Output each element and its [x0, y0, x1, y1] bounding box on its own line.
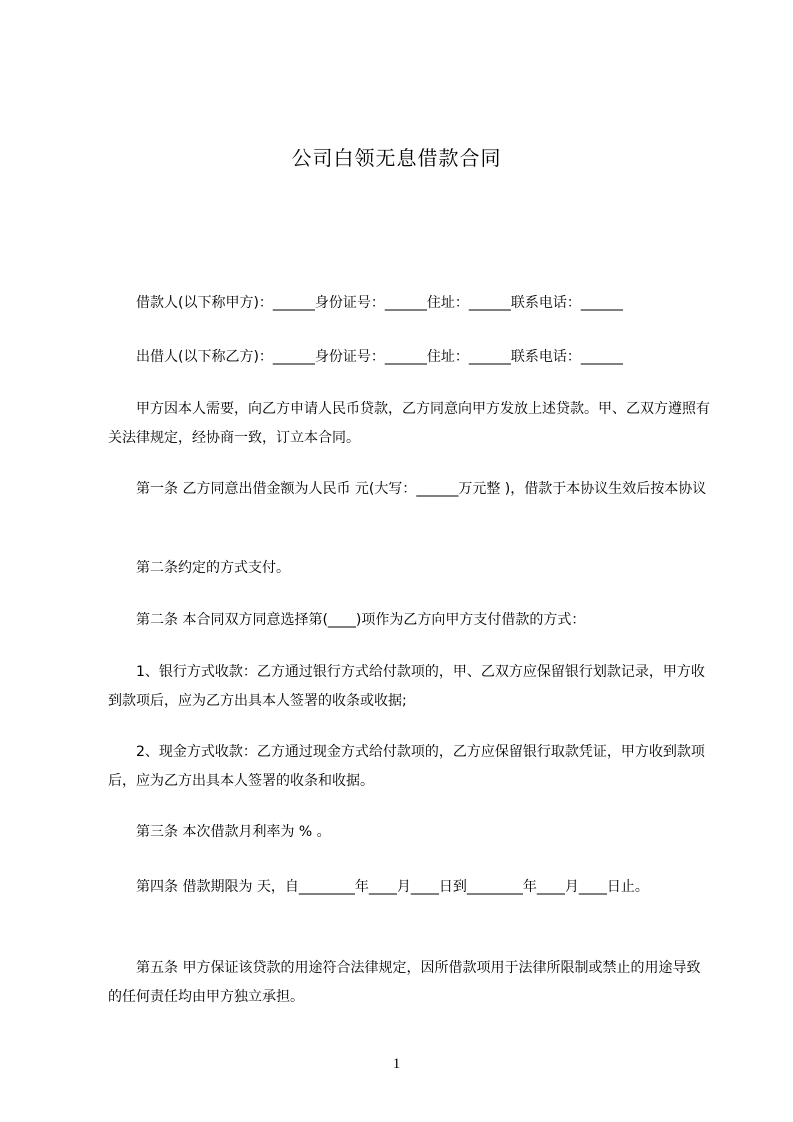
article-2-paragraph: 第二条 本合同双方同意选择第(____)项作为乙方向甲方支付借款的方式：	[108, 612, 586, 628]
page-number: 1	[392, 1056, 401, 1072]
borrower-info-line: 借款人(以下称甲方)：______身份证号：______住址：______联系电话：______	[108, 295, 623, 311]
lender-info-line: 出借人(以下称乙方)：______身份证号：______住址：______联系电话：______	[108, 349, 623, 365]
article-2-payment-note: 第二条约定的方式支付。	[108, 560, 290, 576]
article-3-paragraph: 第三条 本次借款月利率为 % 。	[108, 824, 331, 840]
cash-payment-paragraph: 2、现金方式收款：乙方通过现金方式给付款项的，乙方应保留银行取款凭证，甲方收到款项后，应为乙方出具本人签署的收条和收据。	[108, 744, 705, 789]
document-title: 公司白领无息借款合同	[291, 146, 502, 170]
article-1-paragraph: 第一条 乙方同意出借金额为人民币 元(大写：______万元整 )，借款于本协议生效后按本协议	[108, 481, 707, 497]
article-4-paragraph: 第四条 借款期限为 天，自________年____月____日到________年____月____日止。	[108, 879, 649, 895]
preamble-paragraph: 甲方因本人需要，向乙方申请人民币贷款，乙方同意向甲方发放上述贷款。甲、乙双方遵照有关法律规定，经协商一致，订立本合同。	[108, 401, 710, 446]
article-5-paragraph: 第五条 甲方保证该贷款的用途符合法律规定，因所借款项用于法律所限制或禁止的用途导致的任何责任均由甲方独立承担。	[108, 960, 701, 1005]
bank-payment-paragraph: 1、银行方式收款：乙方通过银行方式给付款项的，甲、乙双方应保留银行划款记录，甲方收到款项后，应为乙方出具本人签署的收条或收据;	[108, 664, 705, 709]
